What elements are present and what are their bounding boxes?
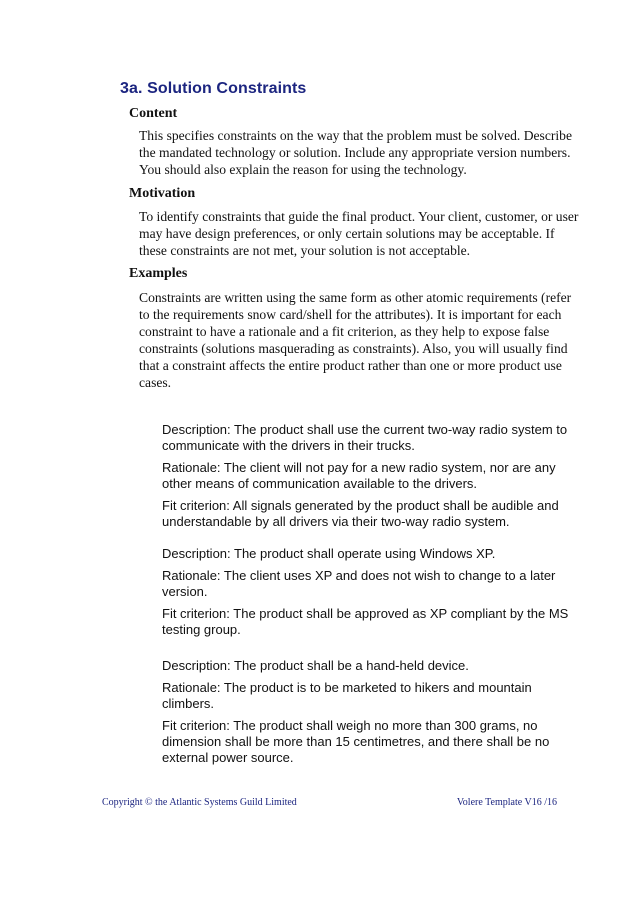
example-rationale: Rationale: The client uses XP and does not wish to change to a later version. — [162, 568, 556, 599]
example-constraint-1 — [162, 422, 582, 536]
example-rationale: Rationale: The client will not pay for a new radio system, nor are any other means of communication available to the drivers. — [162, 460, 556, 491]
footer-copyright: Copyright © the Atlantic Systems Guild Limited — [102, 797, 297, 808]
example-rationale: Rationale: The product is to be marketed to hikers and mountain climbers. — [162, 680, 532, 711]
example-description: Description: The product shall use the current two-way radio system to communicate with the drivers in their trucks. — [162, 422, 568, 453]
example-description: Description: The product shall be a hand-held device. — [162, 658, 469, 673]
motivation-heading: Motivation — [129, 186, 196, 201]
content-text: This specifies constraints on the way that the problem must be solved. Describe the mandated technology or solution. Include any appropriate version numbers. You should also explain the reason for using the technology. — [139, 128, 573, 177]
example-fit-criterion: Fit criterion: All signals generated by the product shall be audible and understandable by all drivers via their two-way radio system. — [162, 498, 559, 529]
example-description: Description: The product shall operate using Windows XP. — [162, 546, 496, 561]
example-fit-criterion: Fit criterion: The product shall weigh no more than 300 grams, no dimension shall be more than 15 centimetres, and there shall be no external power source. — [162, 718, 550, 765]
section-title: 3a. Solution Constraints — [120, 80, 307, 97]
examples-text: Constraints are written using the same form as other atomic requirements (refer to the requirements snow card/shell for the attributes). It is important for each constraint to have a rationale and a fit criterion, as they help to expose false constraints (solutions masquerading as constraints). Also, you will usually find that a constraint affects the entire product rather than one or more product use cases. — [139, 290, 572, 390]
example-fit-criterion: Fit criterion: The product shall be approved as XP compliant by the MS testing group. — [162, 606, 569, 637]
example-constraint-2 — [162, 546, 582, 644]
motivation-text: To identify constraints that guide the final product. Your client, customer, or user may have design preferences, or only certain solutions may be acceptable. If these constraints are not met, your solution is not acceptable. — [139, 209, 579, 258]
examples-heading: Examples — [129, 266, 188, 281]
footer-version: Volere Template V16 /16 — [456, 797, 557, 808]
content-heading: Content — [129, 106, 178, 121]
example-constraint-3 — [162, 658, 582, 772]
